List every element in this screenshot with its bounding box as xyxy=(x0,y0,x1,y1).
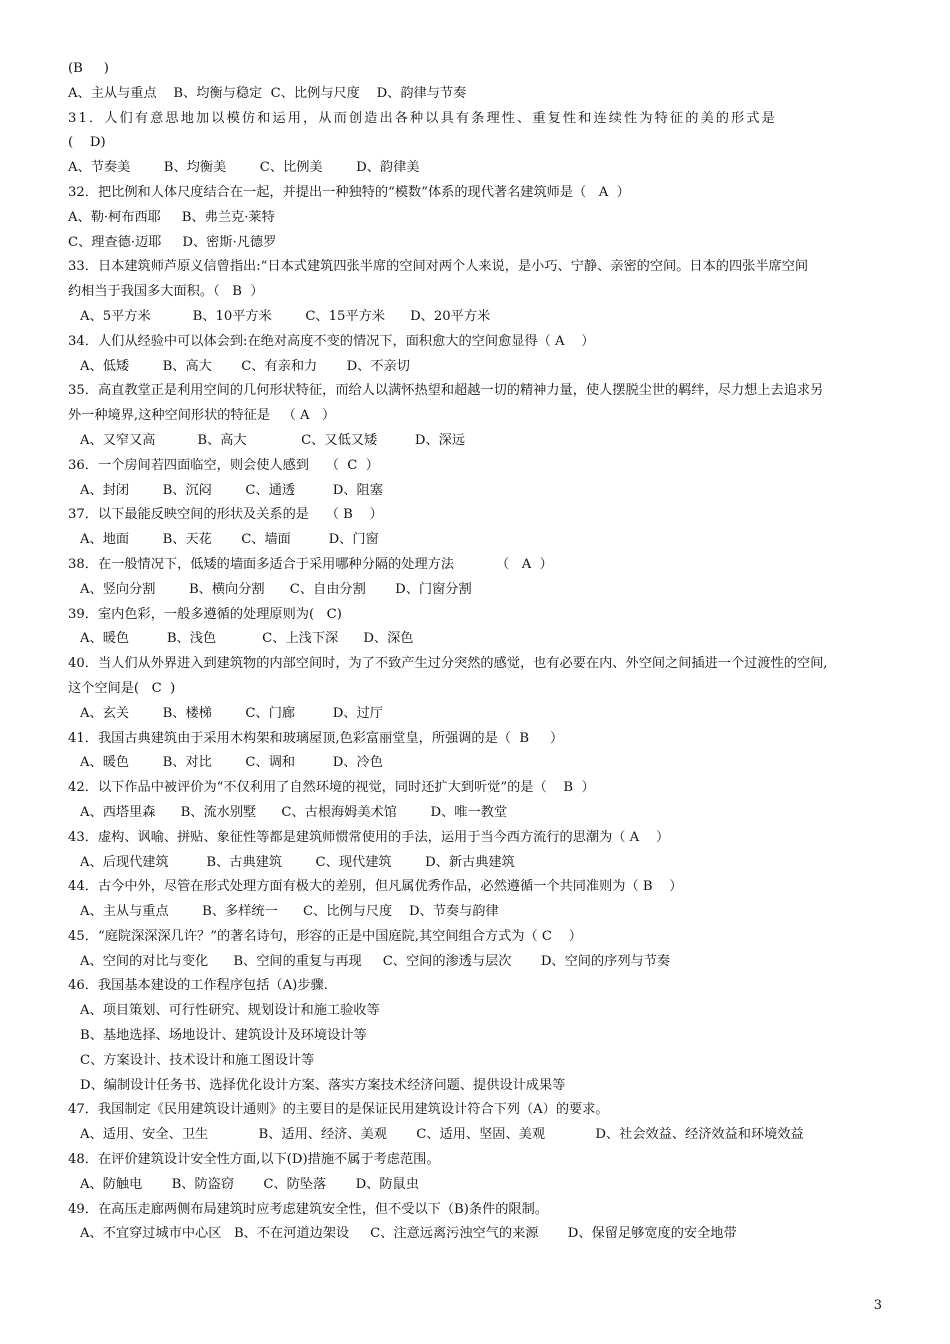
question-text-line: 44．古今中外，尽管在形式处理方面有极大的差别，但凡属优秀作品，必然遵循一个共同准则为（ B ） xyxy=(68,879,683,895)
answer-option-line: A、西塔里森 B、流水别墅 C、古根海姆美术馆 D、唯一教堂 xyxy=(80,804,508,820)
question-text-line: 45．“庭院深深深几许？”的著名诗句，形容的正是中国庭院,其空间组合方式为（ C ） xyxy=(68,928,582,944)
question-text-line: 41．我国古典建筑由于采用木构架和玻璃屋顶,色彩富丽堂皇，所强调的是（ B ） xyxy=(68,730,564,746)
question-text-line: 33．日本建筑师芦原义信曾指出:“日本式建筑四张半席的空间对两个人来说，是小巧、宁静、亲密的空间。日本的四张半席空间 xyxy=(68,259,809,275)
answer-option-line: A、项目策划、可行性研究、规划设计和施工验收等 xyxy=(80,1003,380,1019)
answer-option-line: A、玄关 B、楼梯 C、门廊 D、过厅 xyxy=(80,705,383,721)
question-text-line: 47．我国制定《民用建筑设计通则》的主要目的是保证民用建筑设计符合下列（A）的要求。 xyxy=(68,1102,609,1118)
answer-option-line: A、又窄又高 B、高大 C、又低又矮 D、深远 xyxy=(80,432,466,448)
question-text-line: 34．人们从经验中可以体会到:在绝对高度不变的情况下，面积愈大的空间愈显得（ A ） xyxy=(68,333,595,349)
answer-option-line: A、地面 B、天花 C、墙面 D、门窗 xyxy=(80,532,379,548)
answer-option-line: A、主从与重点 B、多样统一 C、比例与尺度 D、节奏与韵律 xyxy=(80,904,499,920)
answer-option-line: A、封闭 B、沉闷 C、通透 D、阻塞 xyxy=(80,482,383,498)
question-list xyxy=(68,57,888,1247)
answer-option-line: A、低矮 B、高大 C、有亲和力 D、不亲切 xyxy=(80,358,410,374)
question-text-line: 38．在一般情况下，低矮的墙面多适合于采用哪种分隔的处理方法 （ A ） xyxy=(68,556,553,572)
question-text-line: 这个空间是( C ) xyxy=(68,680,176,696)
answer-option-line: C、方案设计、技术设计和施工图设计等 xyxy=(80,1052,315,1068)
answer-option-line: B、基地选择、场地设计、建筑设计及环境设计等 xyxy=(80,1028,367,1044)
question-text-line: 43．虚构、讽喻、拼贴、象征性等都是建筑师惯常使用的手法，运用于当今西方流行的思潮为（ A ） xyxy=(68,829,670,845)
question-text-line: 39．室内色彩，一般多遵循的处理原则为( C) xyxy=(68,606,342,622)
answer-option-line: A、竖向分割 B、横向分割 C、自由分割 D、门窗分割 xyxy=(80,581,472,597)
answer-option-line: A、适用、安全、卫生 B、适用、经济、美观 C、适用、坚固、美观 D、社会效益、经济效益和环境效益 xyxy=(80,1127,804,1143)
question-text-line: 48．在评价建筑设计安全性方面,以下(D)措施不属于考虑范围。 xyxy=(68,1152,440,1168)
question-text-line: 46．我国基本建设的工作程序包括（A)步骤. xyxy=(68,978,328,994)
answer-option-line: D、编制设计任务书、选择优化设计方案、落实方案技术经济问题、提供设计成果等 xyxy=(80,1077,566,1093)
question-text-line: A、主从与重点 B、均衡与稳定 C、比例与尺度 D、韵律与节奏 xyxy=(68,85,467,101)
question-text-line: 36．一个房间若四面临空，则会使人感到 （ C ） xyxy=(68,457,379,473)
question-text-line: 40．当人们从外界进入到建筑物的内部空间时，为了不致产生过分突然的感觉，也有必要在内、外空间之间插进一个过渡性的空间, xyxy=(68,656,828,672)
answer-option-line: A、5平方米 B、10平方米 C、15平方米 D、20平方米 xyxy=(80,308,491,324)
question-text-line: A、节奏美 B、均衡美 C、比例美 D、韵律美 xyxy=(68,160,420,176)
answer-option-line: A、暖色 B、浅色 C、上浅下深 D、深色 xyxy=(80,631,414,647)
question-text-line: ( D) xyxy=(68,135,106,151)
answer-option-line: A、防触电 B、防盗窃 C、防坠落 D、防鼠虫 xyxy=(80,1176,419,1192)
question-text-line: 约相当于我国多大面积。（ B ） xyxy=(68,284,264,300)
question-text-line: 49．在高压走廊两侧布局建筑时应考虑建筑安全性，但不受以下（B)条件的限制。 xyxy=(68,1201,548,1217)
answer-option-line: A、暖色 B、对比 C、调和 D、冷色 xyxy=(80,755,383,771)
question-text-line: 37．以下最能反映空间的形状及关系的是 （ B ） xyxy=(68,507,383,523)
question-text-line: 35．高直教堂正是利用空间的几何形状特征，而给人以满怀热望和超越一切的精神力量，使人摆脱尘世的羁绊，尽力想上去追求另 xyxy=(68,383,824,399)
question-text-line: 外一种境界,这种空间形状的特征是 （ A ） xyxy=(68,408,336,424)
question-text-line: A、勒·柯布西耶 B、弗兰克·莱特 xyxy=(68,209,275,225)
answer-option-line: A、空间的对比与变化 B、空间的重复与再现 C、空间的渗透与层次 D、空间的序列与节奏 xyxy=(80,953,671,969)
question-text-line: (B ) xyxy=(68,61,109,76)
question-text-line: C、理查德·迈耶 D、密斯·凡德罗 xyxy=(68,234,277,250)
page-number: 3 xyxy=(873,1298,882,1313)
question-text-line: 42．以下作品中被评价为“不仅利用了自然环境的视觉，同时还扩大到听觉”的是（ B ） xyxy=(68,780,595,796)
answer-option-line: A、后现代建筑 B、古典建筑 C、现代建筑 D、新古典建筑 xyxy=(80,854,515,870)
answer-option-line: A、不宜穿过城市中心区 B、不在河道边架设 C、注意远离污浊空气的来源 D、保留足够宽度的安全地带 xyxy=(80,1226,737,1242)
question-text-line: 31．人们有意思地加以模仿和运用，从而创造出各种以具有条理性、重复性和连续性为特征的美的形式是 xyxy=(68,110,777,126)
question-text-line: 32．把比例和人体尺度结合在一起，并提出一种独特的“模数”体系的现代著名建筑师是（ A ） xyxy=(68,184,630,200)
